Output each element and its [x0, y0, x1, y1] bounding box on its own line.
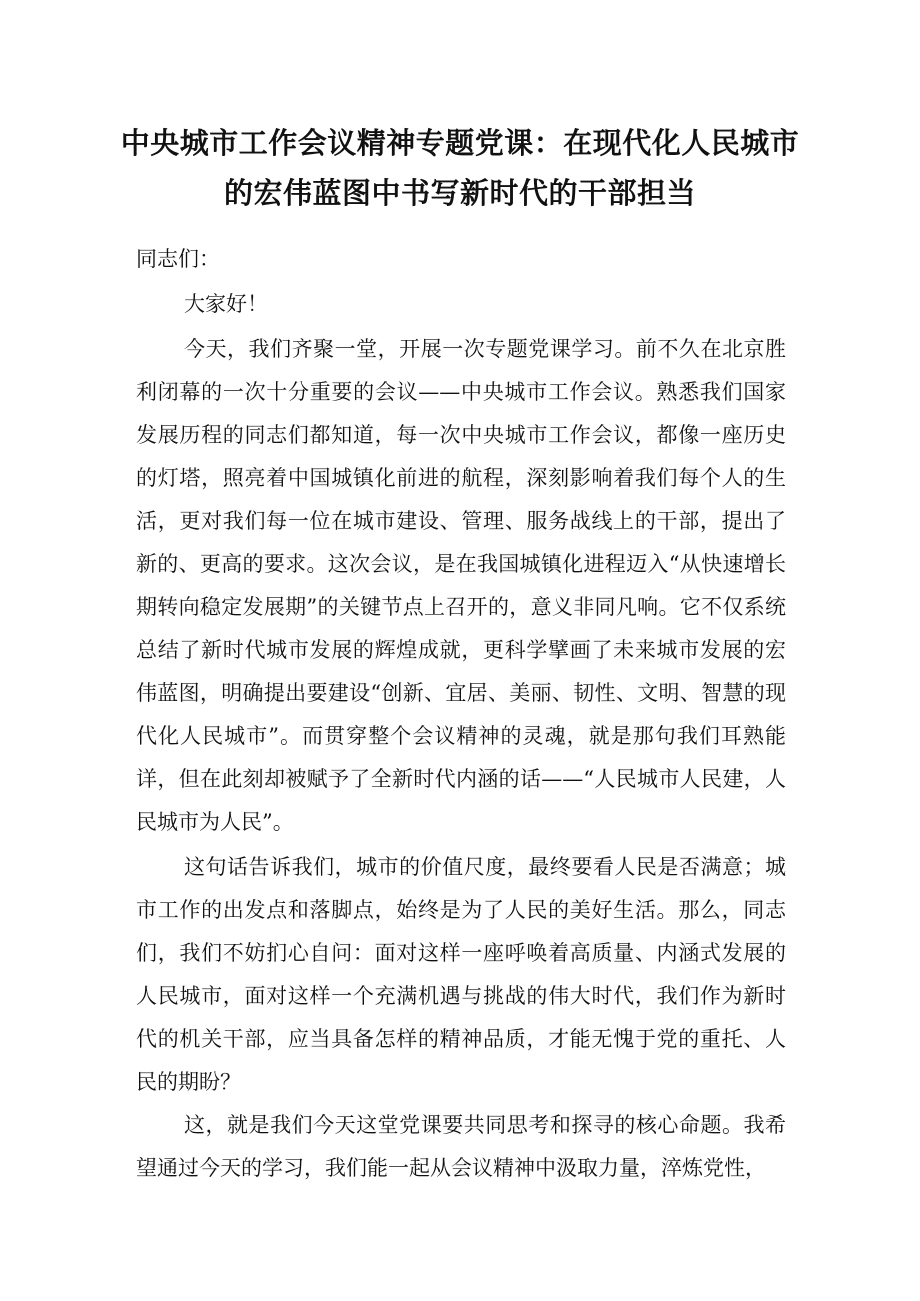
paragraph-2: 这句话告诉我们，城市的价值尺度，最终要看人民是否满意；城市工作的出发点和落脚点，始终是为了人民的美好生活。那么，同志们，我们不妨扪心自问：面对这样一座呼唤着高质量、内涵式发展的人民城市，面对这样一个充满机遇与挑战的伟大时代，我们作为新时代的机关干部，应当具备怎样的精神品质，才能无愧于党的重托、人民的期盼？ — [136, 855, 786, 1094]
document-title-line-1: 中央城市工作会议精神专题党课：在现代化人民城市 — [120, 126, 800, 160]
paragraph-3: 这，就是我们今天这堂党课要共同思考和探寻的核心命题。我希望通过今天的学习，我们能一起从会议精神中汲取力量，淬炼党性， — [136, 1113, 786, 1180]
salutation: 同志们： — [136, 247, 220, 271]
greeting: 大家好！ — [184, 292, 268, 316]
document-title-line-2: 的宏伟蓝图中书写新时代的干部担当 — [223, 176, 696, 210]
paragraph-1: 今天，我们齐聚一堂，开展一次专题党课学习。前不久在北京胜利闭幕的一次十分重要的会议——中央城市工作会议。熟悉我们国家发展历程的同志们都知道，每一次中央城市工作会议，都像一座历史的灯塔，照亮着中国城镇化前进的航程，深刻影响着我们每个人的生活，更对我们每一位在城市建设、管理、服务战线上的干部，提出了新的、更高的要求。这次会议，是在我国城镇化进程迈入“从快速增长期转向稳定发展期”的关键节点上召开的，意义非同凡响。它不仅系统总结了新时代城市发展的辉煌成就，更科学擘画了未来城市发展的宏伟蓝图，明确提出要建设“创新、宜居、美丽、韧性、文明、智慧的现代化人民城市”。而贯穿整个会议精神的灵魂，就是那句我们耳熟能详，但在此刻却被赋予了全新时代内涵的话——“人民城市人民建，人民城市为人民”。 — [136, 337, 786, 834]
